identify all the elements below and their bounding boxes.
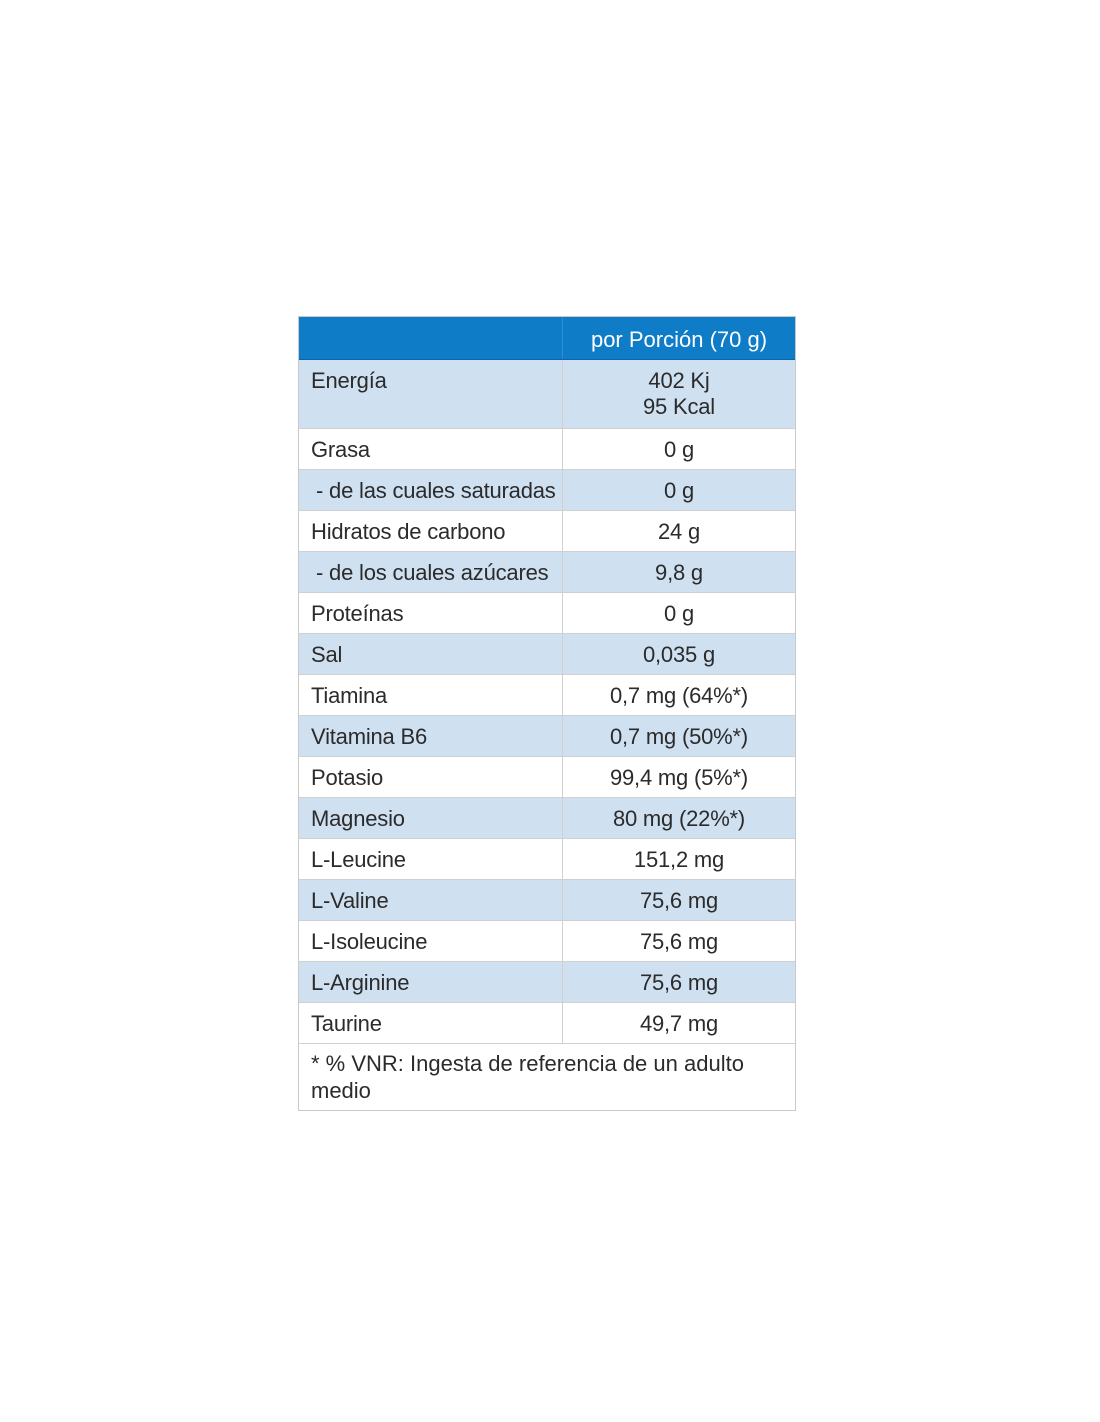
nutrient-name: Taurine xyxy=(299,1003,563,1043)
energy-kcal: 95 Kcal xyxy=(643,394,715,419)
table-row xyxy=(299,429,795,470)
nutrient-name: Sal xyxy=(299,634,563,674)
table-row xyxy=(299,1003,795,1044)
nutrient-value: 99,4 mg (5%*) xyxy=(609,765,748,790)
table-row xyxy=(299,552,795,593)
table-row-energy xyxy=(299,360,795,429)
footnote: * % VNR: Ingesta de referencia de un adulto medio xyxy=(311,1051,744,1103)
table-row xyxy=(299,470,795,511)
nutrient-name: Proteínas xyxy=(299,593,563,633)
nutrient-name: Hidratos de carbono xyxy=(299,511,563,551)
nutrient-name: - de los cuales azúcares xyxy=(299,552,563,592)
nutrient-value: 75,6 mg xyxy=(639,929,719,954)
nutrition-table xyxy=(298,316,796,1111)
table-header xyxy=(299,317,795,360)
nutrient-value: 0 g xyxy=(664,437,694,462)
table-row xyxy=(299,880,795,921)
table-row xyxy=(299,839,795,880)
nutrient-value: 75,6 mg xyxy=(639,888,719,913)
nutrient-value: 0,035 g xyxy=(642,642,715,667)
nutrient-value: 75,6 mg xyxy=(639,970,719,995)
table-row xyxy=(299,798,795,839)
nutrient-name: - de las cuales saturadas xyxy=(299,470,563,510)
nutrient-name: L-Isoleucine xyxy=(299,921,563,961)
nutrient-name: Tiamina xyxy=(299,675,563,715)
table-row xyxy=(299,962,795,1003)
nutrient-name: Potasio xyxy=(299,757,563,797)
table-row xyxy=(299,921,795,962)
nutrient-value: 0 g xyxy=(664,478,694,503)
nutrient-value: 9,8 g xyxy=(655,560,703,585)
nutrient-value: 24 g xyxy=(657,519,701,544)
nutrient-value: 0,7 mg (50%*) xyxy=(609,724,748,749)
nutrient-name: L-Valine xyxy=(299,880,563,920)
energy-kj: 402 Kj xyxy=(648,368,710,393)
nutrient-value: 80 mg (22%*) xyxy=(612,806,746,831)
nutrient-name: Grasa xyxy=(299,429,563,469)
table-row xyxy=(299,757,795,798)
header-blank-cell xyxy=(299,317,563,359)
nutrient-value: 49,7 mg xyxy=(639,1011,719,1036)
table-row xyxy=(299,593,795,634)
nutrient-value: 0,7 mg (64%*) xyxy=(609,683,748,708)
nutrient-value: 0 g xyxy=(664,601,694,626)
nutrient-value: 151,2 mg xyxy=(633,847,725,872)
column-title-per-serving: por Porción (70 g) xyxy=(590,327,768,352)
nutrient-rows xyxy=(299,429,795,1044)
nutrient-name: L-Leucine xyxy=(299,839,563,879)
nutrient-name: L-Arginine xyxy=(299,962,563,1002)
nutrient-name: Vitamina B6 xyxy=(299,716,563,756)
nutrient-value xyxy=(563,360,795,428)
nutrient-name: Energía xyxy=(299,360,563,428)
table-row xyxy=(299,716,795,757)
table-row xyxy=(299,634,795,675)
table-row xyxy=(299,675,795,716)
table-row xyxy=(299,511,795,552)
nutrient-name: Magnesio xyxy=(299,798,563,838)
